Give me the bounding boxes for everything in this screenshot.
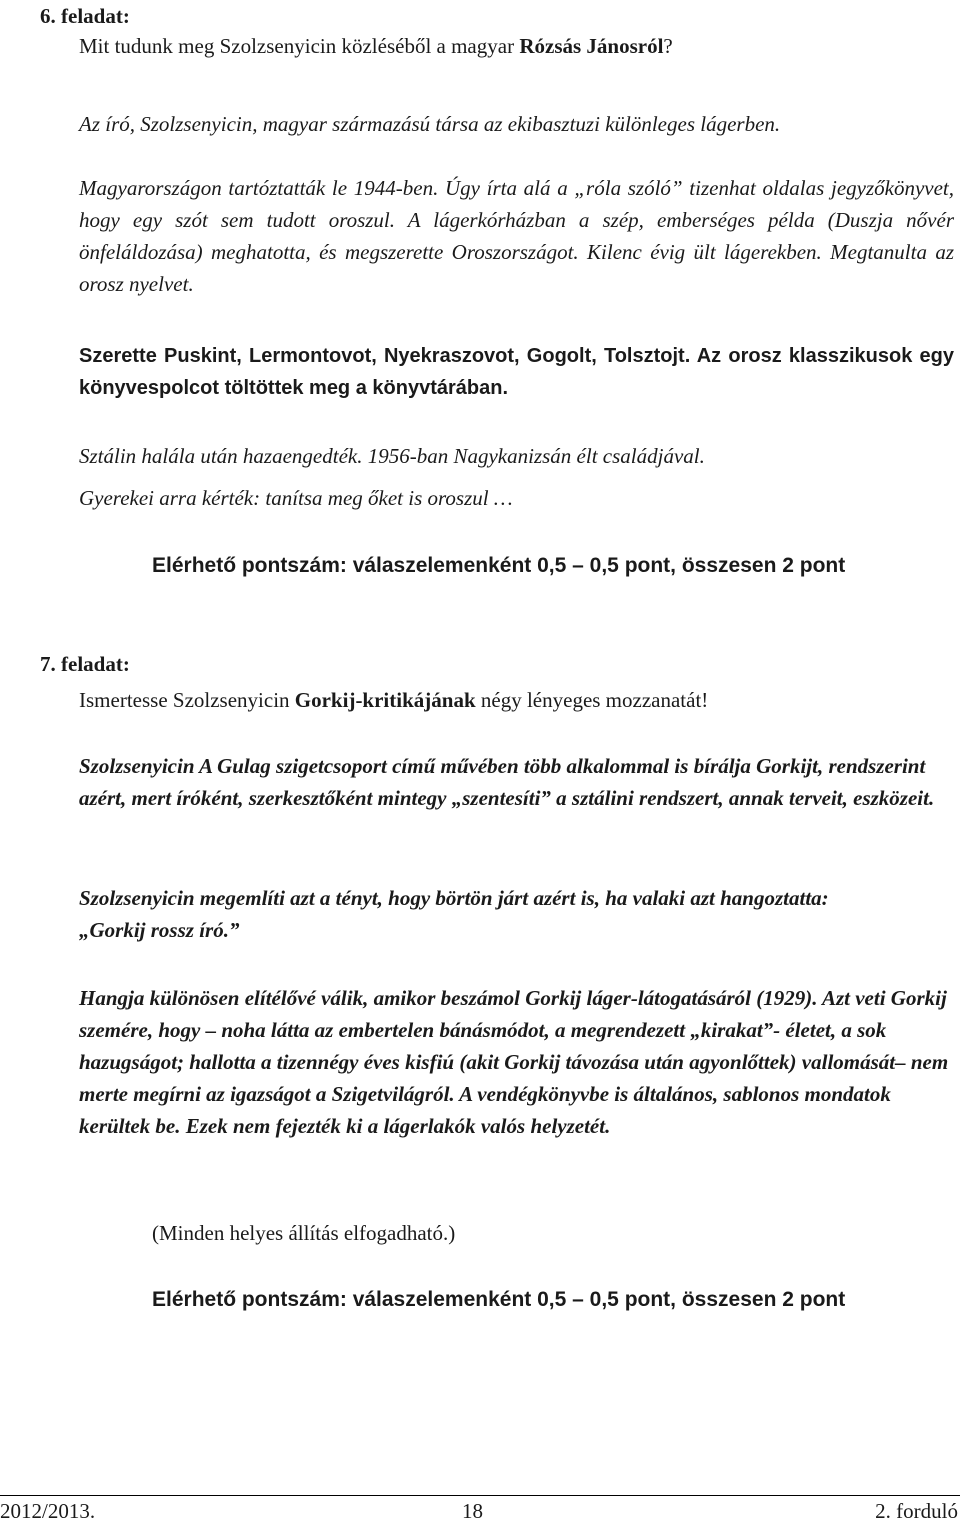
task6-answer-p3-text: Szerette Puskint, Lermontovot, Nyekraszovot, Gogolt, Tolsztojt. Az orosz klasszikusok egy könyvespolcot töltöttek meg a könyvtárában. [79,345,954,399]
task6-answer-p4-line1: Sztálin halála után hazaengedték. 1956-ban Nagykanizsán élt családjával. [79,444,705,468]
task6-answer-p3 [79,340,954,404]
task7-question-text: Ismertesse Szolzsenyicin [79,688,295,712]
page-footer [0,1495,960,1526]
task6-number: 6. [40,4,56,28]
task6-question [79,30,954,62]
task6-question-name: Rózsás Jánosról [519,34,664,58]
task6-question-text: Mit tudunk meg Szolzsenyicin közléséből a magyar [79,34,520,58]
task6-answer-p4-line2: Gyerekei arra kérték: tanítsa meg őket is oroszul … [79,486,513,510]
task6-label: feladat: [61,4,130,28]
task7-answer-p1: Szolzsenyicin A Gulag szigetcsoport című művében több alkalommal is bírálja Gorkijt, rendszerint azért, mert íróként, szerkesztőként mintegy „szentesíti” a sztálini rendszert, annak terveit, eszközeit. [79,754,935,810]
footer-year: 2012/2013. [0,1499,96,1523]
footer-page-number: 18 [462,1499,483,1523]
task7-question [79,684,954,716]
footer-round: 2. forduló [875,1499,958,1523]
task7-note: (Minden helyes állítás elfogadható.) [152,1221,456,1245]
task6-answer-p2: Magyarországon tartóztatták le 1944-ben. Úgy írta alá a „róla szóló” tizenhat oldalas jegyzőkönyvet, hogy egy szót sem tudott oroszul. A lágerkórházban a szép, emberséges példa (Duszja nővér önfeláldozása) meghatotta, és megszerette Oroszországot. Kilenc évig ült lágerekben. Megtanulta az orosz nyelvet. [79,176,954,296]
task7-number: 7. [40,652,56,676]
task7-score: Elérhető pontszám: válaszelemenként 0,5 – 0,5 pont, összesen 2 pont [152,1288,846,1311]
task7-number-label [40,648,130,680]
task6-number-label [40,0,130,32]
task7-answer-p3: Hangja különösen elítélővé válik, amikor beszámol Gorkij láger-látogatásáról (1929). Azt veti Gorkij szemére, hogy – noha látta az embertelen bánásmódot, a megrendezett „kirakat”- életet, a sok hazugságot; hallotta a tizennégy éves kisfiú (akit Gorkij távozása után agyonlőttek) vallomását– nem merte megírni az igazságot a Szigetvilágról. A vendégkönyvbe is általános, sablonos mondatok kerültek be. Ezek nem fejezték ki a lágerlakók valós helyzetét. [79,986,949,1138]
task7-label: feladat: [61,652,130,676]
task6-question-suffix: ? [663,34,673,58]
task7-answer-p2: Szolzsenyicin megemlíti azt a tényt, hogy börtön járt azért is, ha valaki azt hangoztatta: „Gorkij rossz író.” [79,886,829,942]
task7-question-suffix: négy lényeges mozzanatát! [475,688,709,712]
task6-score: Elérhető pontszám: válaszelemenként 0,5 – 0,5 pont, összesen 2 pont [152,554,846,577]
task7-question-bold: Gorkij-kritikájának [294,688,476,712]
task6-answer-p1: Az író, Szolzsenyicin, magyar származású társa az ekibasztuzi különleges lágerben. [79,112,781,136]
